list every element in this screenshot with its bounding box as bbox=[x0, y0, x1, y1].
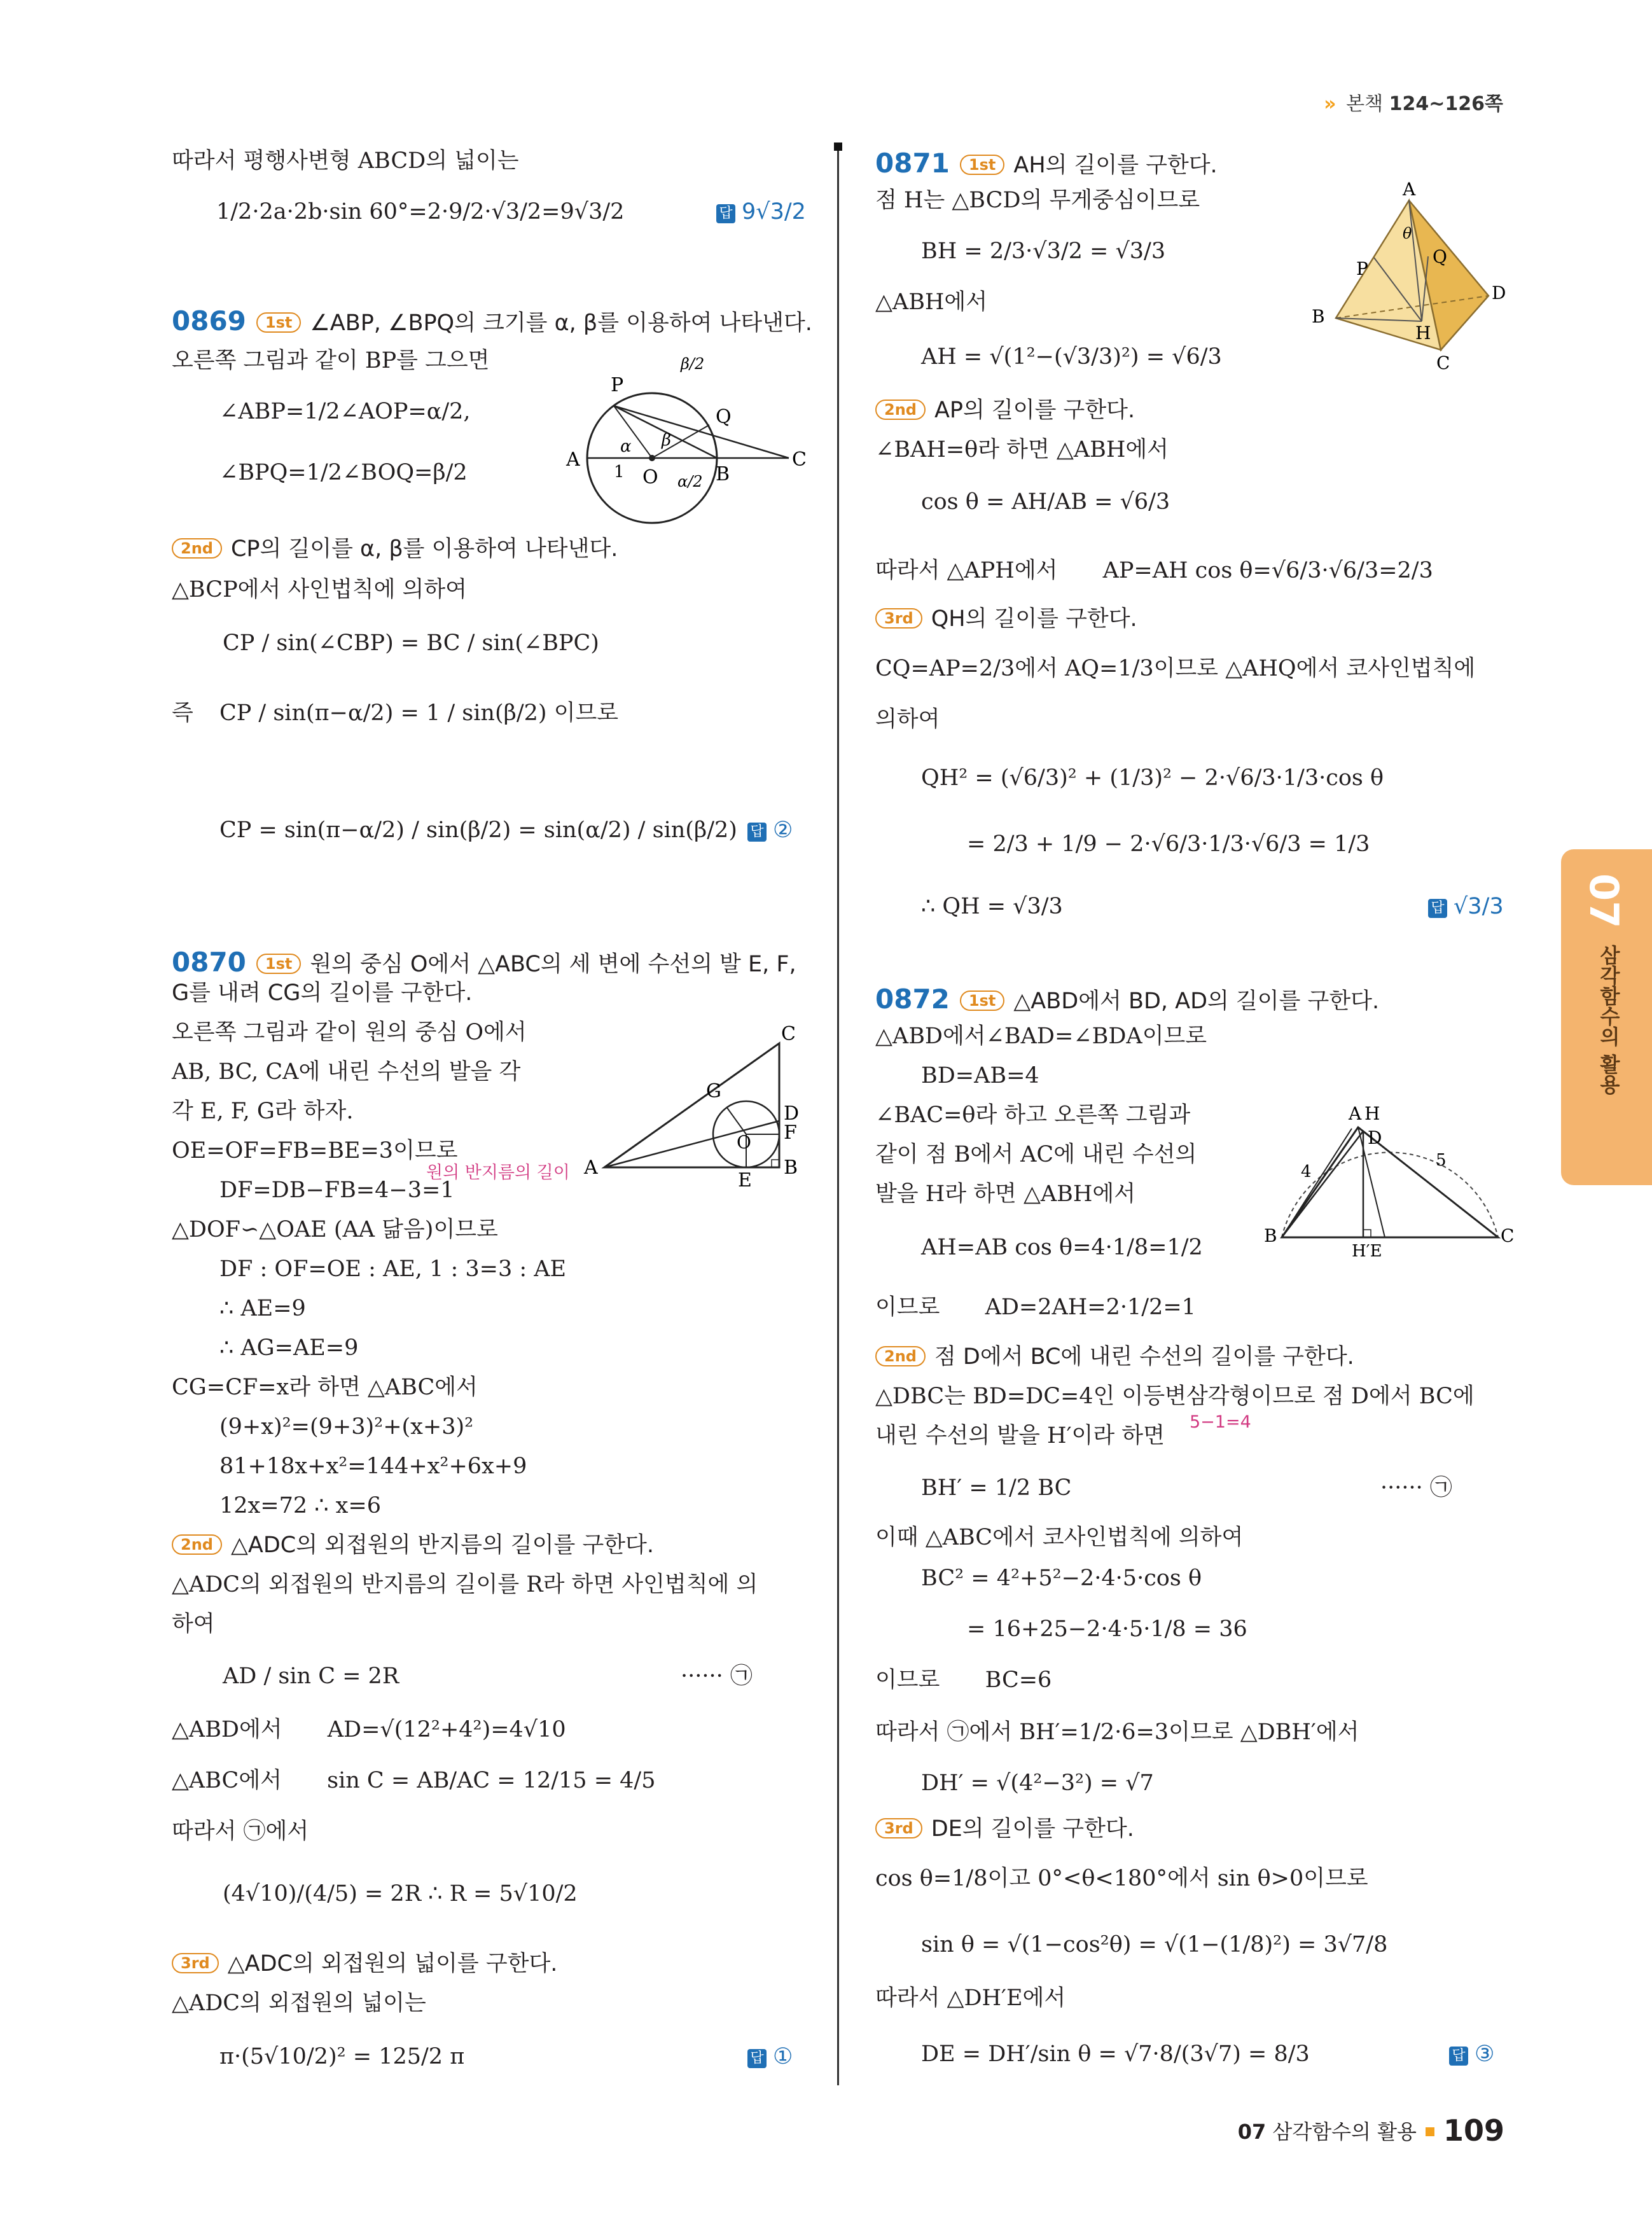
right-angle-mark bbox=[772, 1160, 779, 1167]
formula-line: = 2/3 + 1/9 − 2·√6/3·1/3·√6/3 = 1/3 bbox=[967, 831, 1370, 857]
text-line bbox=[875, 560, 1433, 582]
step-badge: 3rd bbox=[875, 1818, 922, 1838]
answer-0872 bbox=[1449, 2043, 1494, 2066]
label-b: B bbox=[716, 463, 730, 485]
text-line: 따라서 △DH′E에서 bbox=[875, 1985, 1066, 2011]
problem-number: 0870 bbox=[172, 947, 246, 978]
label-a: A bbox=[1349, 1103, 1362, 1124]
step-text: AP의 길이를 구한다. bbox=[934, 398, 1135, 423]
problem-number: 0869 bbox=[172, 305, 246, 337]
text-line: 하여 bbox=[172, 1611, 215, 1637]
formula-line: BC² = 4²+5²−2·4·5·cos θ bbox=[921, 1566, 1202, 1591]
answer-icon: 답 bbox=[1428, 899, 1447, 918]
page-reference bbox=[1324, 88, 1503, 116]
text-line: △ABD에서∠BAD=∠BDA이므로 bbox=[875, 1024, 1207, 1049]
step-badge: 2nd bbox=[875, 400, 926, 420]
step-text: △ABD에서 BD, AD의 길이를 구한다. bbox=[1013, 989, 1380, 1014]
answer-0870 bbox=[747, 2046, 793, 2068]
formula-line: BH = 2/3·√3/2 = √3/3 bbox=[921, 239, 1166, 264]
page-footer bbox=[1238, 2113, 1504, 2148]
right-angle-mark bbox=[1363, 1230, 1371, 1237]
formula-line: QH² = (√6/3)² + (1/3)² − 2·√6/3·1/3·cos θ bbox=[921, 765, 1384, 791]
text-line bbox=[172, 1719, 566, 1741]
text-line: 따라서 ㉠에서 BH′=1/2·6=3이므로 △DBH′에서 bbox=[875, 1720, 1359, 1745]
step-text: CP의 길이를 α, β를 이용하여 나타낸다. bbox=[230, 536, 618, 562]
text-line: cos θ=1/8이고 0°<θ<180°에서 sin θ>0이므로 bbox=[875, 1866, 1368, 1891]
step-text: 점 D에서 BC에 내린 수선의 길이를 구한다. bbox=[934, 1344, 1354, 1370]
formula-line: AH=AB cos θ=4·1/8=1/2 bbox=[921, 1235, 1203, 1260]
line-ad bbox=[604, 1121, 779, 1167]
area-formula: 1/2·2a·2b·sin 60°=2·9/2·√3/2=9√3/2 bbox=[216, 199, 625, 225]
step-badge: 2nd bbox=[875, 1346, 926, 1366]
step-badge: 2nd bbox=[172, 1534, 222, 1555]
label-e: E bbox=[738, 1169, 752, 1190]
tetrahedron-figure-0871 bbox=[1298, 181, 1514, 379]
text-line: △ADC의 외접원의 반지름의 길이를 R라 하면 사인법칙에 의 bbox=[172, 1572, 758, 1597]
text-line bbox=[172, 702, 618, 725]
step2-heading bbox=[172, 1534, 654, 1557]
formula-line: DE = DH′/sin θ = √7·8/(3√7) = 8/3 bbox=[921, 2041, 1310, 2067]
label-h: H bbox=[1364, 1103, 1380, 1124]
text-line: AB, BC, CA에 내린 수선의 발을 각 bbox=[172, 1059, 521, 1085]
triangle-figure-0870 bbox=[579, 1018, 814, 1190]
label-a: A bbox=[584, 1157, 598, 1179]
formula: CP / sin(π−α/2) = 1 / sin(β/2) bbox=[219, 700, 547, 726]
text-line: 오른쪽 그림과 같이 원의 중심 O에서 bbox=[172, 1020, 527, 1045]
label-one: 1 bbox=[614, 462, 625, 482]
column-divider bbox=[837, 145, 839, 2085]
answer-0869 bbox=[747, 819, 793, 842]
label-b: B bbox=[1264, 1225, 1277, 1246]
label-h: H bbox=[1415, 323, 1431, 344]
formula-line: DF : OF=OE : AE, 1 : 3=3 : AE bbox=[219, 1256, 567, 1282]
formula-line: AH = √(1²−(√3/3)²) = √6/3 bbox=[921, 344, 1222, 370]
formula-line: BD=AB=4 bbox=[921, 1063, 1039, 1088]
label-b: B bbox=[784, 1157, 798, 1179]
label-b: B bbox=[1312, 306, 1325, 327]
answer-value: ① bbox=[773, 2044, 793, 2069]
label-beta: β bbox=[662, 431, 672, 450]
footer-title: 삼각함수의 활용 bbox=[1272, 2120, 1417, 2144]
prefix-word: 따라서 △APH에서 bbox=[875, 558, 1058, 583]
prefix-word: △ABD에서 bbox=[172, 1717, 282, 1742]
answer-0871 bbox=[1428, 896, 1504, 918]
prefix-word: 즉 bbox=[172, 700, 193, 726]
step-badge: 1st bbox=[256, 954, 301, 974]
formula-line: (9+x)²=(9+3)²+(x+3)² bbox=[219, 1414, 474, 1440]
problem-number: 0872 bbox=[875, 983, 950, 1015]
formula-line: DH′ = √(4²−3²) = √7 bbox=[921, 1770, 1154, 1796]
step-text: DE의 길이를 구한다. bbox=[931, 1816, 1134, 1842]
formula: sin C = AB/AC = 12/15 = 4/5 bbox=[327, 1768, 656, 1793]
reference-prefix: 본책 bbox=[1346, 93, 1384, 115]
label-alpha: α bbox=[620, 437, 632, 456]
problem-0872-heading bbox=[875, 983, 1380, 1015]
step-badge: 1st bbox=[960, 990, 1004, 1011]
text-line: 이때 △ABC에서 코사인법칙에 의하여 bbox=[875, 1525, 1244, 1550]
text-line: △DOF∽△OAE (AA 닮음)이므로 bbox=[172, 1217, 498, 1242]
intro-line: 따라서 평행사변형 ABCD의 넓이는 bbox=[172, 148, 519, 174]
line-bh bbox=[1282, 1129, 1352, 1237]
text-line: CQ=AP=2/3에서 AQ=1/3이므로 △AHQ에서 코사인법칙에 bbox=[875, 656, 1476, 681]
answer-top bbox=[716, 201, 806, 223]
formula-line: ∴ QH = √3/3 bbox=[921, 894, 1063, 919]
formula-line: sin θ = √(1−cos²θ) = √(1−(1/8)²) = 3√7/8 bbox=[921, 1932, 1388, 1957]
step-badge: 1st bbox=[960, 155, 1004, 175]
label-p: P bbox=[1356, 258, 1368, 279]
answer-icon: 답 bbox=[747, 2049, 767, 2068]
prefix-word: 이므로 bbox=[875, 1295, 940, 1320]
step3-heading bbox=[875, 1818, 1134, 1840]
problem-0870-heading bbox=[172, 949, 796, 976]
label-four: 4 bbox=[1301, 1162, 1312, 1181]
text-line: 같이 점 B에서 AC에 내린 수선의 bbox=[875, 1142, 1197, 1167]
formula-line: = 16+25−2·4·5·1/8 = 36 bbox=[967, 1616, 1247, 1642]
answer-icon: 답 bbox=[716, 204, 735, 223]
formula-line: ∴ AG=AE=9 bbox=[219, 1335, 359, 1361]
text-line bbox=[875, 1296, 1196, 1319]
label-f: F bbox=[784, 1122, 797, 1144]
text-line: 오른쪽 그림과 같이 BP를 그으면 bbox=[172, 348, 490, 373]
text-line: 점 H는 △BCD의 무게중심이므로 bbox=[875, 188, 1200, 213]
text-line: 발을 H라 하면 △ABH에서 bbox=[875, 1181, 1136, 1207]
formula-line: π·(5√10/2)² = 125/2 π bbox=[219, 2044, 465, 2069]
text-line: ∠BAH=θ라 하면 △ABH에서 bbox=[875, 437, 1169, 462]
formula-line: ∠BPQ=1/2∠BOQ=β/2 bbox=[219, 460, 468, 485]
answer-value: ② bbox=[773, 817, 793, 843]
step-text: AH의 길이를 구한다. bbox=[1013, 153, 1218, 178]
text-line: 따라서 ㉠에서 bbox=[172, 1819, 309, 1844]
prefix-word: △ABC에서 bbox=[172, 1768, 282, 1793]
side-note: 5−1=4 bbox=[1190, 1412, 1251, 1432]
formula-line: AD / sin C = 2R bbox=[223, 1664, 399, 1689]
answer-value: ③ bbox=[1475, 2041, 1495, 2067]
prefix-word: 이므로 bbox=[875, 1667, 940, 1693]
label-c: C bbox=[792, 448, 807, 471]
formula: AP=AH cos θ=√6/3·√6/3=2/3 bbox=[1102, 558, 1433, 583]
problem-0869-heading bbox=[172, 305, 812, 337]
formula-line: (4√10)/(4/5) = 2R ∴ R = 5√10/2 bbox=[223, 1881, 578, 1907]
label-d: D bbox=[784, 1102, 800, 1125]
double-chevron-icon: » bbox=[1324, 93, 1336, 115]
step3-heading bbox=[875, 608, 1137, 630]
text-line: ∠BAC=θ라 하고 오른쪽 그림과 bbox=[875, 1102, 1191, 1128]
text-line: CG=CF=x라 하면 △ABC에서 bbox=[172, 1375, 478, 1400]
label-five: 5 bbox=[1436, 1151, 1447, 1170]
step-text: QH의 길이를 구한다. bbox=[931, 606, 1137, 632]
step-badge: 3rd bbox=[172, 1953, 219, 1973]
step-text: △ADC의 외접원의 넓이를 구한다. bbox=[227, 1951, 558, 1977]
label-o: O bbox=[737, 1132, 751, 1153]
equation-marker: ······ ㉠ bbox=[681, 1664, 753, 1689]
label-c: C bbox=[1501, 1225, 1514, 1246]
step-text: △ADC의 외접원의 반지름의 길이를 구한다. bbox=[230, 1533, 654, 1558]
text-line: OE=OF=FB=BE=3이므로 bbox=[172, 1138, 458, 1164]
text-line: 각 E, F, G라 하자. bbox=[172, 1099, 354, 1124]
step2-heading bbox=[875, 400, 1135, 422]
formula-line: CP = sin(π−α/2) / sin(β/2) = sin(α/2) / sin(β/2) bbox=[219, 817, 737, 843]
answer-value: 9√3/2 bbox=[742, 199, 806, 225]
problem-number: 0871 bbox=[875, 148, 950, 179]
formula: AD=2AH=2·1/2=1 bbox=[985, 1295, 1196, 1320]
center-dot bbox=[649, 455, 655, 461]
problem-0871-heading bbox=[875, 150, 1218, 177]
triangle-abc bbox=[604, 1043, 779, 1167]
text-line: △ABH에서 bbox=[875, 289, 988, 315]
formula-line: ∴ AE=9 bbox=[219, 1296, 306, 1321]
label-a: A bbox=[566, 448, 580, 471]
formula: AD=√(12²+4²)=4√10 bbox=[327, 1717, 566, 1742]
chapter-side-tab bbox=[1561, 849, 1652, 1185]
answer-value: √3/3 bbox=[1454, 894, 1504, 919]
page-number: 109 bbox=[1443, 2113, 1504, 2148]
radius-og bbox=[726, 1107, 746, 1134]
answer-icon: 답 bbox=[747, 823, 767, 842]
radius-note: 원의 반지름의 길이 bbox=[426, 1163, 570, 1183]
step-text-cont: G를 내려 CG의 길이를 구한다. bbox=[172, 980, 473, 1006]
label-p: P bbox=[611, 374, 624, 396]
label-g: G bbox=[706, 1080, 721, 1102]
label-a: A bbox=[1403, 181, 1416, 200]
step-badge: 3rd bbox=[875, 608, 922, 629]
equation-marker: ······ ㉠ bbox=[1380, 1475, 1452, 1501]
line-bd bbox=[1282, 1131, 1363, 1237]
text-line: 의하여 bbox=[875, 707, 940, 732]
footer-chapter: 07 bbox=[1237, 2120, 1267, 2144]
formula-line: 81+18x+x²=144+x²+6x+9 bbox=[219, 1454, 527, 1479]
formula: BC=6 bbox=[985, 1667, 1052, 1693]
circle-figure-0869 bbox=[553, 356, 808, 528]
label-beta-half: β/2 bbox=[681, 356, 705, 373]
text-line: △ADC의 외접원의 넓이는 bbox=[172, 1991, 426, 2016]
triangle-figure-0872 bbox=[1263, 1101, 1514, 1260]
formula-line: ∠ABP=1/2∠AOP=α/2, bbox=[219, 399, 471, 424]
step2-heading bbox=[172, 538, 618, 560]
label-theta: θ bbox=[1403, 225, 1412, 242]
step3-heading bbox=[172, 1953, 557, 1975]
label-h-prime-e: H′E bbox=[1352, 1242, 1382, 1260]
text-line: △DBC는 BD=DC=4인 이등변삼각형이므로 점 D에서 BC에 bbox=[875, 1384, 1475, 1409]
label-d: D bbox=[1368, 1127, 1382, 1148]
label-c: C bbox=[781, 1023, 796, 1045]
label-c: C bbox=[1436, 352, 1450, 373]
formula-line: 12x=72 ∴ x=6 bbox=[219, 1493, 381, 1519]
label-q: Q bbox=[1433, 246, 1447, 267]
step2-heading bbox=[875, 1346, 1354, 1368]
text-line bbox=[875, 1669, 1052, 1692]
text-line: 내린 수선의 발을 H′이라 하면 bbox=[875, 1423, 1165, 1449]
formula-line: DF=DB−FB=4−3=1 bbox=[219, 1178, 455, 1203]
reference-pages: 124~126쪽 bbox=[1389, 93, 1503, 115]
text-line bbox=[172, 1770, 655, 1792]
divider-marker bbox=[834, 142, 842, 151]
step-badge: 2nd bbox=[172, 538, 222, 559]
label-o: O bbox=[642, 466, 658, 489]
answer-icon: 답 bbox=[1449, 2047, 1468, 2066]
formula-line: BH′ = 1/2 BC bbox=[921, 1475, 1072, 1501]
chapter-number: 07 bbox=[1581, 873, 1627, 929]
line-op bbox=[614, 406, 652, 458]
step-text: ∠ABP, ∠BPQ의 크기를 α, β를 이용하여 나타낸다. bbox=[310, 310, 812, 336]
label-q: Q bbox=[716, 406, 732, 428]
chapter-title: 삼각함수의 활용 bbox=[1597, 945, 1621, 1095]
formula-line: cos θ = AH/AB = √6/3 bbox=[921, 489, 1170, 515]
label-alpha-half: α/2 bbox=[677, 473, 703, 490]
step-badge: 1st bbox=[256, 312, 301, 333]
square-bullet-icon bbox=[1426, 2127, 1434, 2136]
label-d: D bbox=[1492, 282, 1506, 303]
suffix-word: 이므로 bbox=[553, 700, 619, 726]
text-line: △BCP에서 사인법칙에 의하여 bbox=[172, 577, 467, 602]
step-text: 원의 중심 O에서 △ABC의 세 변에 수선의 발 E, F, bbox=[310, 952, 796, 977]
formula-line: CP / sin(∠CBP) = BC / sin(∠BPC) bbox=[223, 630, 599, 656]
